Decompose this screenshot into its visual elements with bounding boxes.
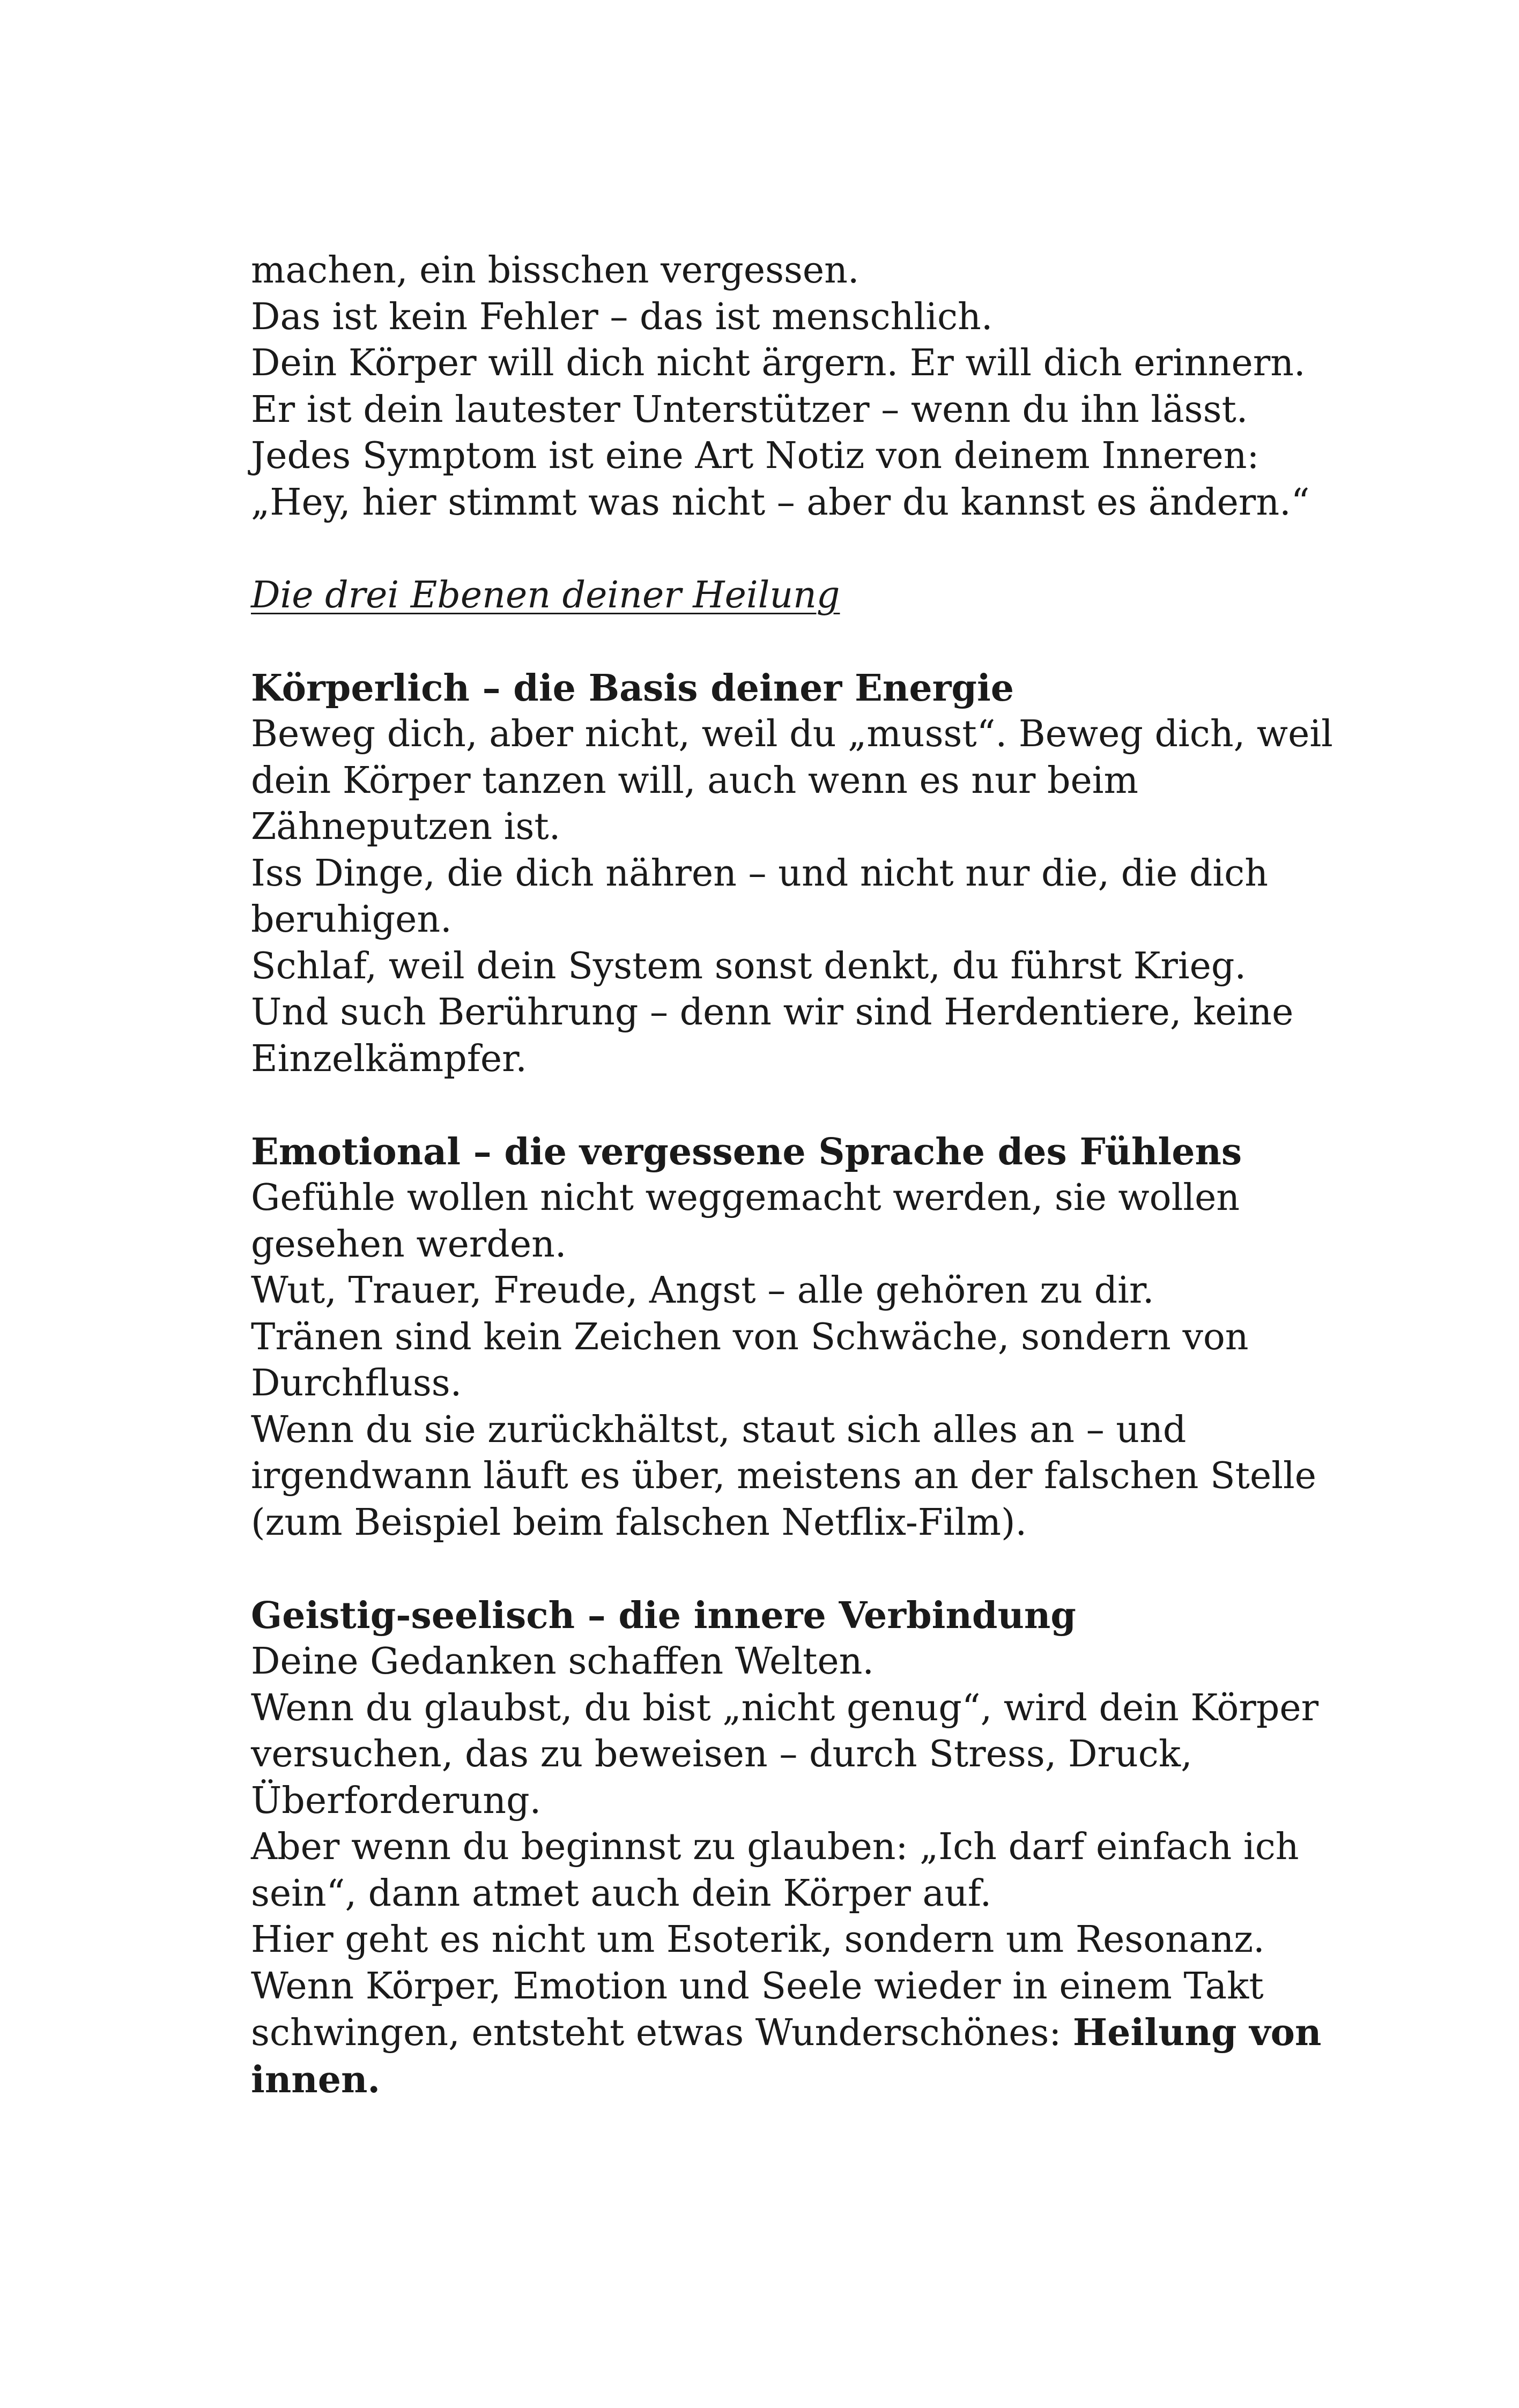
emphasis-text: Heilung von (1072, 2011, 1322, 2054)
text-line: Jedes Symptom ist eine Art Notiz von deinem Inneren: (251, 435, 1259, 477)
text-fragment: schwingen, entsteht etwas Wunderschönes: (251, 2012, 1073, 2054)
text-line: Wenn Körper, Emotion und Seele wieder in einem Takt (251, 1965, 1264, 2008)
document-page (251, 248, 1333, 2103)
emphasis-text: innen. (251, 2058, 381, 2101)
section-geistig-seelisch (251, 1593, 1322, 2104)
text-line: Und such Berührung – denn wir sind Herdentiere, keine (251, 991, 1294, 1034)
text-line: Durchfluss. (251, 1362, 462, 1404)
spacer (251, 619, 1280, 665)
section-emotional (251, 1129, 1316, 1547)
text-line: Tränen sind kein Zeichen von Schwäche, sondern von (251, 1316, 1249, 1358)
text-line (251, 2010, 1322, 2057)
text-line: Wenn du glaubst, du bist „nicht genug“, wird dein Körper (251, 1686, 1319, 1729)
text-line: Iss Dinge, die dich nähren – und nicht nur die, die dich (251, 852, 1268, 895)
section-heading: Geistig-seelisch – die innere Verbindung (251, 1594, 1076, 1637)
text-line: Hier geht es nicht um Esoterik, sondern um Resonanz. (251, 1919, 1265, 1961)
text-line: sein“, dann atmet auch dein Körper auf. (251, 1872, 992, 1915)
spacer (251, 1546, 1280, 1593)
text-line: „Hey, hier stimmt was nicht – aber du kannst es ändern.“ (251, 481, 1310, 524)
spacer (251, 1082, 1280, 1129)
text-line: Zähneputzen ist. (251, 806, 561, 848)
intro-paragraph (251, 248, 1310, 526)
text-line: Einzelkämpfer. (251, 1037, 527, 1080)
text-line: Wut, Trauer, Freude, Angst – alle gehören zu dir. (251, 1269, 1154, 1312)
text-line: Das ist kein Fehler – das ist menschlich. (251, 295, 993, 338)
section-heading: Emotional – die vergessene Sprache des Fühlens (251, 1130, 1242, 1173)
text-line: Gefühle wollen nicht weggemacht werden, sie wollen (251, 1177, 1240, 1219)
text-line: gesehen werden. (251, 1223, 567, 1266)
text-line: Wenn du sie zurückhältst, staut sich alles an – und (251, 1408, 1187, 1451)
text-line: Überforderung. (251, 1779, 542, 1822)
text-line: beruhigen. (251, 898, 452, 941)
text-line: Deine Gedanken schaffen Welten. (251, 1640, 875, 1683)
text-line: Beweg dich, aber nicht, weil du „musst“. Beweg dich, weil (251, 713, 1333, 755)
text-line: Schlaf, weil dein System sonst denkt, du führst Krieg. (251, 945, 1247, 987)
text-line: Dein Körper will dich nicht ärgern. Er will dich erinnern. (251, 342, 1306, 384)
text-line: dein Körper tanzen will, auch wenn es nur beim (251, 759, 1139, 802)
text-line: (zum Beispiel beim falschen Netflix-Film). (251, 1501, 1027, 1544)
section-subtitle: Die drei Ebenen deiner Heilung (251, 574, 840, 616)
text-line: Er ist dein lautester Unterstützer – wenn du ihn lässt. (251, 388, 1248, 431)
text-line: Aber wenn du beginnst zu glauben: „Ich darf einfach ich (251, 1826, 1299, 1868)
text-line: irgendwann läuft es über, meistens an der falschen Stelle (251, 1455, 1316, 1497)
spacer (251, 526, 1280, 573)
text-line: versuchen, das zu beweisen – durch Stress, Druck, (251, 1733, 1192, 1775)
section-heading: Körperlich – die Basis deiner Energie (251, 666, 1014, 710)
section-koerperlich (251, 665, 1333, 1083)
text-line: machen, ein bisschen vergessen. (251, 249, 859, 292)
